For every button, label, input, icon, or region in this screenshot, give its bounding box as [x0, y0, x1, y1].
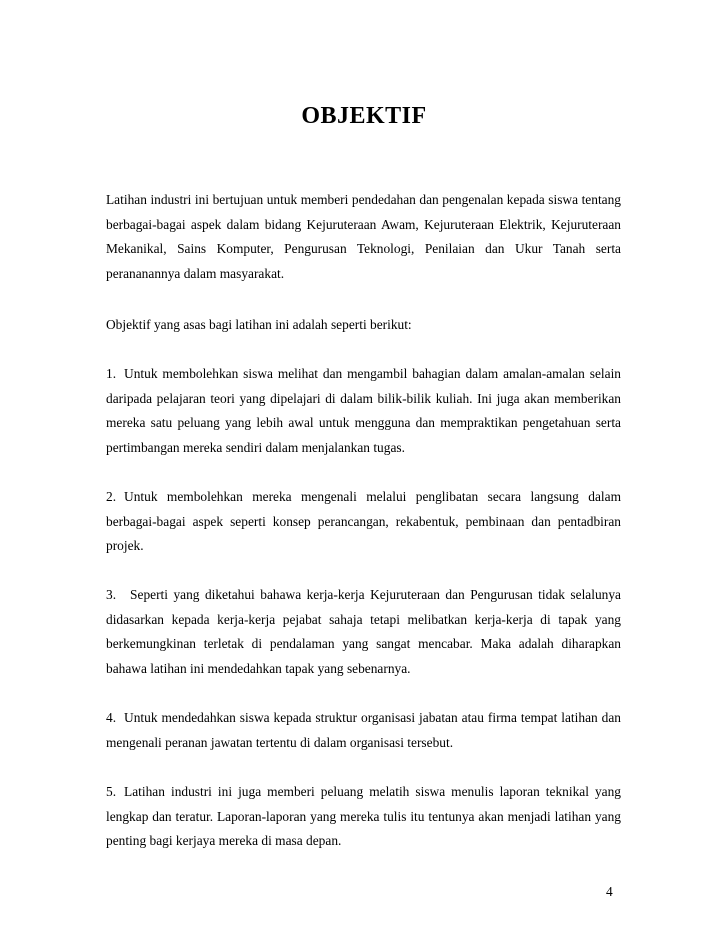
page-number: 4: [606, 884, 613, 899]
objective-item-2: [106, 485, 621, 559]
objective-text: Untuk mendedahkan siswa kepada struktur organisasi jabatan atau firma tempat latihan dan mengenali peranan jawatan tertentu di dalam organisasi tersebut.: [106, 710, 621, 750]
objective-text: Latihan industri ini juga memberi peluang melatih siswa menulis laporan teknikal yang lengkap dan teratur. Laporan-laporan yang mereka tulis itu tentunya akan menjadi latihan yang penting bagi kerjaya mereka di masa depan.: [106, 784, 621, 848]
intro-paragraph: Latihan industri ini bertujuan untuk memberi pendedahan dan pengenalan kepada siswa tentang berbagai-bagai aspek dalam bidang Kejuruteraan Awam, Kejuruteraan Elektrik, Kejuruteraan Mekanikal, Sains Komputer, Pengurusan Teknologi, Penilaian dan Ukur Tanah serta perananannya dalam masyarakat.: [106, 192, 621, 281]
page-title: OBJEKTIF: [301, 103, 427, 129]
lead-paragraph: Objektif yang asas bagi latihan ini adalah seperti berikut:: [106, 317, 412, 332]
objective-number: 2.: [106, 489, 117, 504]
objective-item-3: [106, 583, 621, 681]
objective-text: Seperti yang diketahui bahawa kerja-kerja Kejuruteraan dan Pengurusan tidak selalunya didasarkan kepada kerja-kerja pejabat sahaja tetapi melibatkan kerja-kerja di tapak yang berkemungkinan terletak di pendalaman yang sangat mencabar. Maka adalah diharapkan bahawa latihan ini mendedahkan tapak yang sebenarnya.: [106, 587, 621, 676]
objective-text: Untuk membolehkan siswa melihat dan mengambil bahagian dalam amalan-amalan selain daripada pelajaran teori yang dipelajari di dalam bilik-bilik kuliah. Ini juga akan memberikan mereka satu peluang yang lebih awal untuk mengguna dan mempraktikan pengetahuan serta pertimbangan mereka sendiri dalam menjalankan tugas.: [106, 366, 621, 455]
objective-text: Untuk membolehkan mereka mengenali melalui penglibatan secara langsung dalam berbagai-bagai aspek seperti konsep perancangan, rekabentuk, pembinaan dan pentadbiran projek.: [106, 489, 621, 553]
objective-number: 4.: [106, 710, 117, 725]
objective-number: 3.: [106, 587, 117, 602]
objective-item-4: [106, 706, 621, 755]
objective-item-5: [106, 780, 621, 854]
objective-number: 1.: [106, 366, 117, 381]
objective-number: 5.: [106, 784, 117, 799]
objective-item-1: [106, 362, 621, 460]
